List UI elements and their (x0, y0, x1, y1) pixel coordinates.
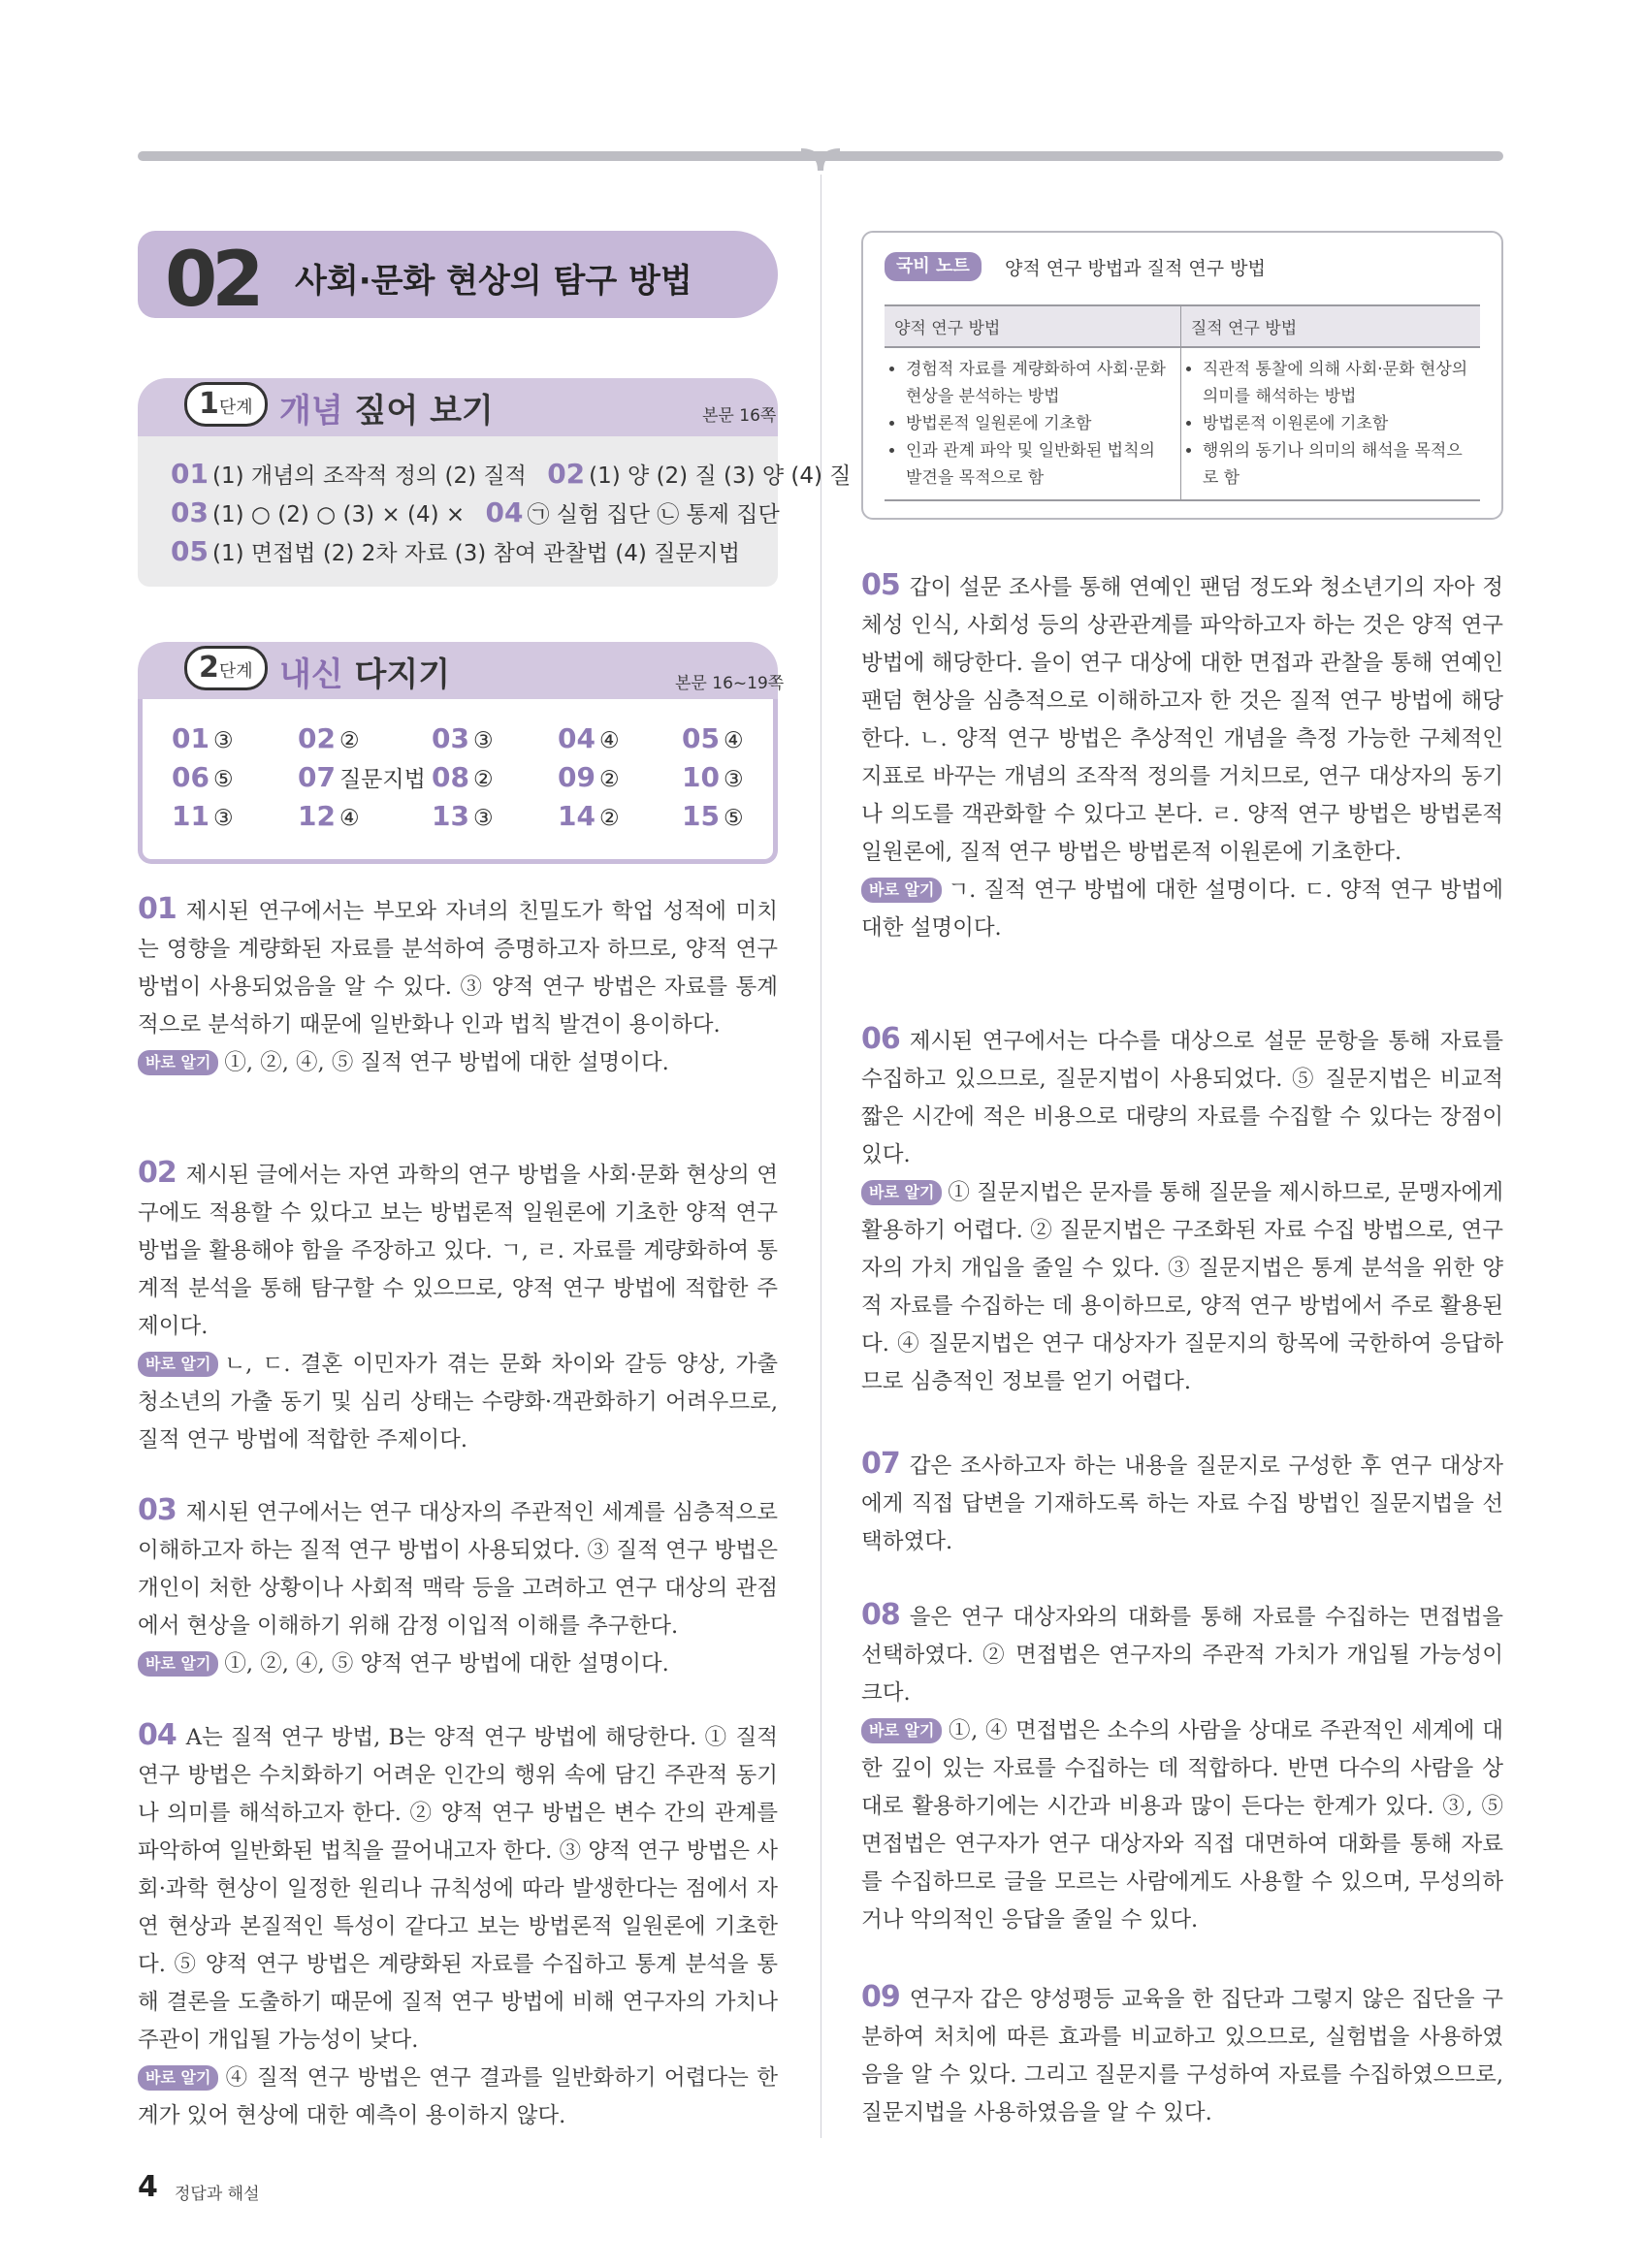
answer-item: 13 ③ (432, 800, 494, 832)
answer-item: 14 ② (558, 800, 620, 832)
answer-item: 03 ③ (432, 722, 494, 754)
explanation-06 (861, 1020, 1503, 1401)
quick-check-tag: 바로 알기 (138, 2065, 218, 2091)
chapter-banner (138, 231, 778, 324)
quick-check-text: ㄱ. 질적 연구 방법에 대한 설명이다. ㄷ. 양적 연구 방법에 대한 설명이다. (861, 878, 1503, 941)
step2-badge: 2단계 (184, 646, 268, 690)
page-number: 4 (138, 2170, 158, 2204)
question-number: 03 (138, 1493, 177, 1527)
explanation-04 (138, 1716, 778, 2135)
explanation-07 (861, 1445, 1503, 1561)
quick-check-text: ㄴ, ㄷ. 결혼 이민자가 겪는 문화 차이와 갈등 양상, 가출 청소년의 가출 동기 및 심리 상태는 수량화·객관화하기 어려우므로, 질적 연구 방법에 적합한 주제이다. (138, 1352, 778, 1453)
answer-item: 05 ④ (682, 722, 744, 754)
quick-check-tag: 바로 알기 (861, 878, 942, 903)
table-header: 질적 연구 방법 (1180, 305, 1480, 347)
header-notch (801, 147, 840, 173)
chapter-number: 02 (165, 237, 259, 324)
answer-item: 09 ② (558, 761, 620, 793)
answer-item: 04 ④ (558, 722, 620, 754)
note-title: 양적 연구 방법과 질적 연구 방법 (1005, 258, 1266, 279)
question-number: 02 (138, 1156, 177, 1190)
answer-item: 10 ③ (682, 761, 744, 793)
quick-check-tag: 바로 알기 (138, 1352, 218, 1377)
table-cell (1180, 347, 1480, 500)
table-header: 양적 연구 방법 (885, 305, 1180, 347)
list-item: • 방법론적 이원론에 기초함 (1203, 410, 1472, 437)
answer-item: 06 ⑤ (172, 761, 234, 793)
key-note-box (861, 231, 1503, 520)
quick-check-tag: 바로 알기 (138, 1050, 218, 1075)
step1-row: 01 (1) 개념의 조작적 정의 (2) 질적 02 (1) 양 (2) 질 (3) 양 (4) 질 (171, 458, 852, 490)
list-item: • 인과 관계 파악 및 일반화된 법칙의 발견을 목적으로 함 (906, 437, 1173, 492)
step1-row: 03 (1) ○ (2) ○ (3) × (4) × 04 ㉠ 실험 집단 ㉡ 통제 집단 (171, 496, 780, 528)
explanation-text: 제시된 연구에서는 연구 대상자의 주관적인 세계를 심층적으로 이해하고자 하는 질적 연구 방법이 사용되었다. ③ 질적 연구 방법은 개인이 처한 상황이나 사회적 맥락 등을 고려하고 연구 대상의 관점에서 현상을 이해하기 위해 감정 이입적 이해를 추구한다. (138, 1500, 778, 1639)
answer-item: 02 ② (298, 722, 360, 754)
answer-item: 12 ④ (298, 800, 360, 832)
question-number: 01 (138, 892, 177, 926)
answer-item: 15 ⑤ (682, 800, 744, 832)
step1-badge: 1단계 (184, 382, 268, 427)
list-item: • 경험적 자료를 계량화하여 사회·문화 현상을 분석하는 방법 (906, 356, 1173, 410)
quick-check-text: ①, ②, ④, ⑤ 질적 연구 방법에 대한 설명이다. (224, 1050, 669, 1075)
quick-check-tag: 바로 알기 (861, 1180, 942, 1205)
explanation-text: 제시된 글에서는 자연 과학의 연구 방법을 사회·문화 현상의 연구에도 적용할 수 있다고 보는 방법론적 일원론에 기초한 양적 연구 방법을 활용해야 함을 주장하고 있다. ㄱ, ㄹ. 자료를 계량화하여 통계적 분석을 통해 탐구할 수 있으므로, 양적 연구 방법에 적합한 주제이다. (138, 1163, 778, 1339)
explanation-text: 갑이 설문 조사를 통해 연예인 팬덤 정도와 청소년기의 자아 정체성 인식, 사회성 등의 상관관계를 파악하고자 하는 것은 양적 연구 방법에 해당한다. 을이 연구 대상에 대한 면접과 관찰을 통해 연예인 팬덤 현상을 심층적으로 이해하고자 한 것은 질적 연구 방법에 해당한다. ㄴ. 양적 연구 방법은 추상적인 개념을 측정 가능한 구체적인 지표로 바꾸는 개념의 조작적 정의를 거치므로, 연구 대상자의 동기나 의도를 객관화할 수 있다고 본다. ㄹ. 양적 연구 방법은 방법론적 일원론에, 질적 연구 방법은 방법론적 이원론에 기초한다. (861, 575, 1503, 865)
answer-item: 07 질문지법 (298, 761, 426, 793)
explanation-text: 제시된 연구에서는 다수를 대상으로 설문 문항을 통해 자료를 수집하고 있으므로, 질문지법이 사용되었다. ⑤ 질문지법은 비교적 짧은 시간에 적은 비용으로 대량의 자료를 수집할 수 있다는 장점이 있다. (861, 1029, 1503, 1167)
comparison-table (885, 304, 1480, 501)
explanation-05 (861, 566, 1503, 947)
answer-item: 08 ② (432, 761, 494, 793)
step1-answer-box (138, 436, 852, 587)
explanation-text: A는 질적 연구 방법, B는 양적 연구 방법에 해당한다. ① 질적 연구 방법은 수치화하기 어려운 인간의 행위 속에 담긴 주관적 동기나 의미를 해석하고자 한다. ② 양적 연구 방법은 변수 간의 관계를 파악하여 일반화된 법칙을 끌어내고자 한다. ③ 양적 연구 방법은 사회·과학 현상이 일정한 원리나 규칙성에 따라 발생한다는 점에서 자연 현상과 본질적인 특성이 같다고 보는 방법론적 일원론에 기초한다. ⑤ 양적 연구 방법은 계량화된 자료를 수집하고 통계 분석을 통해 결론을 도출하기 때문에 질적 연구 방법에 비해 연구자의 가치나 주관이 개입될 가능성이 낮다. (138, 1725, 778, 2053)
explanation-text: 을은 연구 대상자와의 대화를 통해 자료를 수집하는 면접법을 선택하였다. ② 면접법은 연구자의 주관적 가치가 개입될 가능성이 크다. (861, 1605, 1503, 1706)
explanation-text: 갑은 조사하고자 하는 내용을 질문지로 구성한 후 연구 대상자에게 직접 답변을 기재하도록 하는 자료 수집 방법인 질문지법을 선택하였다. (861, 1453, 1503, 1554)
step2-page-ref: 본문 16~19쪽 (675, 674, 785, 693)
quick-check-tag: 바로 알기 (861, 1718, 942, 1743)
explanation-02 (138, 1154, 778, 1459)
chapter-title: 사회·문화 현상의 탐구 방법 (295, 262, 692, 301)
explanation-text: 제시된 연구에서는 부모와 자녀의 친밀도가 학업 성적에 미치는 영향을 계량화된 자료를 분석하여 증명하고자 하므로, 양적 연구 방법이 사용되었음을 알 수 있다. ③ 양적 연구 방법은 자료를 통계적으로 분석하기 때문에 일반화나 인과 법칙 발견이 용이하다. (138, 899, 778, 1038)
explanation-03 (138, 1491, 778, 1683)
footer-label: 정답과 해설 (175, 2185, 260, 2204)
table-cell (885, 347, 1180, 500)
answer-item: 01 ③ (172, 722, 234, 754)
question-number: 05 (861, 568, 900, 602)
question-number: 07 (861, 1447, 900, 1481)
quick-check-text: ① 질문지법은 문자를 통해 질문을 제시하므로, 문맹자에게 활용하기 어렵다. ② 질문지법은 구조화된 자료 수집 방법으로, 연구자의 가치 개입을 줄일 수 있다. ③ 질문지법은 통계 분석을 위한 양적 자료를 수집하는 데 용이하므로, 양적 연구 방법에서 주로 활용된다. ④ 질문지법은 연구 대상자가 질문지의 항목에 국한하여 응답하므로 심층적인 정보를 얻기 어렵다. (861, 1180, 1503, 1394)
step2-answer-box (138, 699, 778, 864)
list-item: • 직관적 통찰에 의해 사회·문화 현상의 의미를 해석하는 방법 (1203, 356, 1472, 410)
explanation-09 (861, 1978, 1503, 2132)
quick-check-text: ①, ④ 면접법은 소수의 사람을 상대로 주관적인 세계에 대한 깊이 있는 자료를 수집하는 데 적합하다. 반면 다수의 사람을 상대로 활용하기에는 시간과 비용과 많이 든다는 한계가 있다. ③, ⑤ 면접법은 연구자가 연구 대상자와 직접 대면하여 대화를 통해 자료를 수집하므로 글을 모르는 사람에게도 사용할 수 있으며, 무성의하거나 악의적인 응답을 줄일 수 있다. (861, 1718, 1503, 1933)
answer-item: 11 ③ (172, 800, 234, 832)
step1-row: 05 (1) 면접법 (2) 2차 자료 (3) 참여 관찰법 (4) 질문지법 (171, 535, 740, 567)
note-tag: 국비 노트 (885, 252, 982, 281)
explanation-08 (861, 1596, 1503, 1939)
step2-title: 내신 다지기 (279, 655, 451, 694)
explanation-01 (138, 890, 778, 1082)
question-number: 06 (861, 1022, 900, 1056)
list-item: • 행위의 동기나 의미의 해석을 목적으로 함 (1203, 437, 1472, 492)
question-number: 04 (138, 1718, 177, 1752)
step1-title: 개념 짚어 보기 (279, 392, 494, 431)
quick-check-text: ④ 질적 연구 방법은 연구 결과를 일반화하기 어렵다는 한계가 있어 현상에 대한 예측이 용이하지 않다. (138, 2065, 778, 2128)
quick-check-text: ①, ②, ④, ⑤ 양적 연구 방법에 대한 설명이다. (224, 1651, 669, 1677)
explanation-text: 연구자 갑은 양성평등 교육을 한 집단과 그렇지 않은 집단을 구분하여 처치에 따른 효과를 비교하고 있으므로, 실험법을 사용하였음을 알 수 있다. 그리고 질문지를 구성하여 자료를 수집하였으므로, 질문지법을 사용하였음을 알 수 있다. (861, 1987, 1503, 2125)
question-number: 09 (861, 1980, 900, 2014)
question-number: 08 (861, 1598, 900, 1632)
quick-check-tag: 바로 알기 (138, 1651, 218, 1677)
list-item: • 방법론적 일원론에 기초함 (906, 410, 1173, 437)
step1-page-ref: 본문 16쪽 (702, 406, 777, 426)
